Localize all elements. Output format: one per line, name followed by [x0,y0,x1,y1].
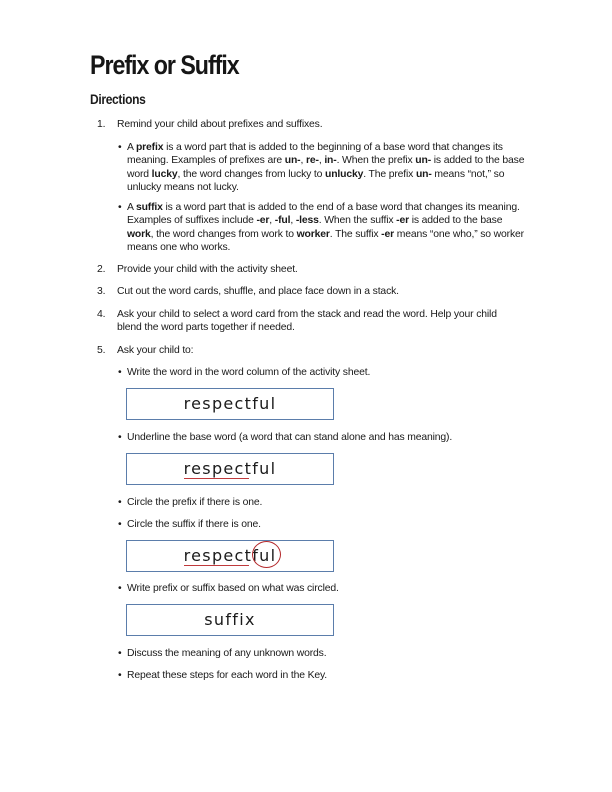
step-number: 4. [97,309,106,320]
example-word-underlined [184,459,277,478]
sub-step-text: Repeat these steps for each word in the Key. [127,670,327,681]
prefix-definition-text: A prefix is a word part that is added to the beginning of a base word that changes its meaning. Examples of prefixes are un-, re-, in-. When the prefix un- is added to the base word lucky, the word changes from lucky to unlucky. The prefix un- means “not,” so unlucky means not lucky. [127,142,525,193]
bullet-icon: • [118,670,122,681]
base-underline [184,565,249,566]
example-box-word [126,388,334,420]
step-text: Ask your child to: [117,345,194,356]
example-word-circled [184,546,277,565]
sub-step-underline-base [118,431,528,444]
step-text: Ask your child to select a word card from the stack and read the word. Help your child blend the word parts together if needed. [117,309,497,334]
example-box-circled [126,540,334,572]
sub-step-write-word [118,366,528,379]
bullet-icon: • [118,583,122,594]
bullet-icon: • [118,202,122,213]
sub-step-write-answer [118,582,528,595]
sub-step-text: Circle the suffix if there is one. [127,519,261,530]
bullet-icon: • [118,648,122,659]
sub-step-text: Write prefix or suffix based on what was circled. [127,583,339,594]
example-box-underlined [126,453,334,485]
step-number: 1. [97,119,106,130]
step-text: Cut out the word cards, shuffle, and place face down in a stack. [117,286,399,297]
step-number: 5. [97,345,106,356]
directions-heading: Directions [90,91,146,107]
step-text: Remind your child about prefixes and suffixes. [117,119,323,130]
suffix-part: ful [252,459,277,478]
sub-step-repeat [118,669,528,682]
sub-step-discuss [118,647,528,660]
example-answer: suffix [204,610,256,629]
prefix-definition-bullet [118,141,528,194]
base-underline [184,478,249,479]
bullet-icon: • [118,142,122,153]
step-number: 3. [97,286,106,297]
sub-step-text: Underline the base word (a word that can stand alone and has meaning). [127,432,453,443]
page-title: Prefix or Suffix [90,50,239,80]
sub-step-text: Circle the prefix if there is one. [127,497,263,508]
base-word: respect [183,459,253,478]
sub-step-text: Write the word in the word column of the activity sheet. [127,367,371,378]
suffix-part: ful [252,546,277,565]
bullet-icon: • [118,519,122,530]
example-word: respectful [183,394,277,413]
bullet-icon: • [118,432,122,443]
bullet-icon: • [118,497,122,508]
sub-step-circle-prefix [118,496,528,509]
example-box-answer [126,604,334,636]
suffix-circle [252,541,281,568]
base-word: respect [183,546,253,565]
suffix-definition-text: A suffix is a word part that is added to the end of a base word that changes its meaning. Examples of suffixes include -er, -ful, -less. When the suffix -er is added to the base work, the word changes from work to worker. The suffix -er means “one who,” so worker means one who works. [127,202,524,253]
step-number: 2. [97,264,106,275]
step-text: Provide your child with the activity sheet. [117,264,298,275]
sub-step-circle-suffix [118,518,528,531]
sub-step-text: Discuss the meaning of any unknown words. [127,648,327,659]
suffix-definition-bullet [118,201,528,254]
bullet-icon: • [118,367,122,378]
